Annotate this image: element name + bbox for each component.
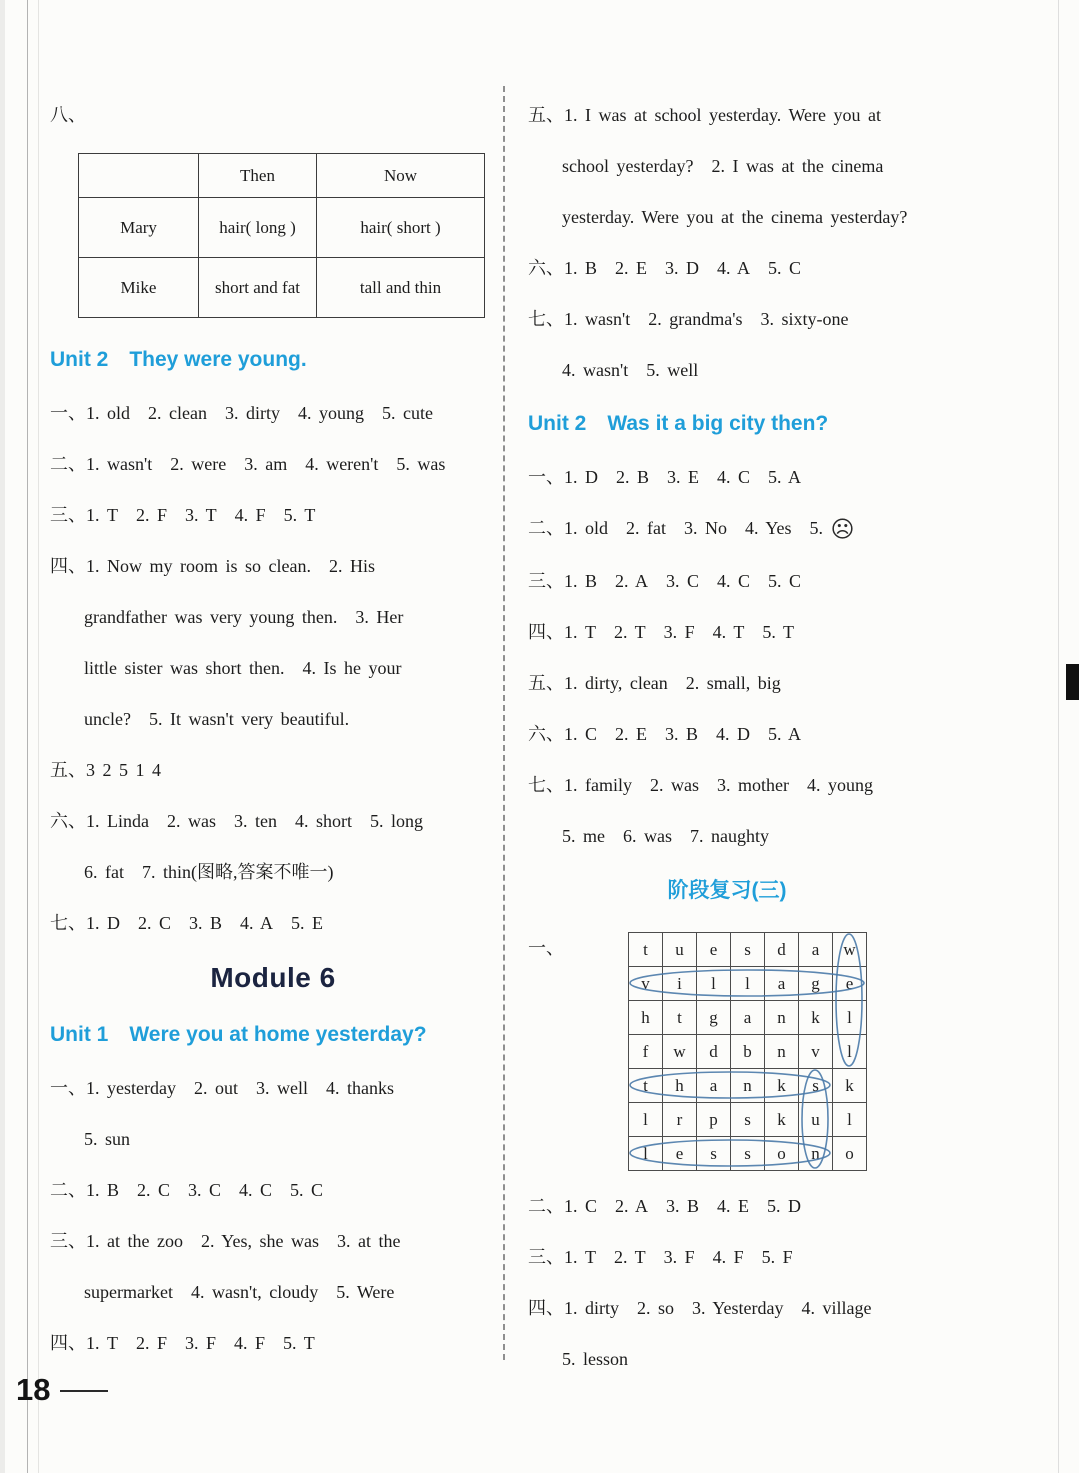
answer-block — [50, 745, 496, 796]
module-heading: Module 6 — [210, 962, 336, 993]
answer-line: 六、1. Linda 2. was 3. ten 4. short 5. long — [50, 811, 423, 831]
answer-block — [50, 1216, 496, 1318]
grid-letter-cell: n — [799, 1137, 833, 1171]
grid-letter-cell: k — [833, 1069, 867, 1103]
then-now-table — [78, 153, 485, 318]
right-margin-rule — [1058, 0, 1059, 1473]
grid-letter-cell: w — [663, 1035, 697, 1069]
table-cell: hair( short ) — [317, 198, 485, 258]
answer-block — [528, 294, 1046, 396]
sad-face-icon: ☹ — [830, 517, 855, 543]
page-number: 18 — [16, 1372, 51, 1407]
answer-line: 一、1. yesterday 2. out 3. well 4. thanks — [50, 1078, 394, 1098]
word-search-grid — [628, 932, 867, 1171]
stage-review-heading: 阶段复习(三) — [667, 879, 787, 902]
grid-letter-cell: a — [697, 1069, 731, 1103]
answer-block — [528, 658, 1046, 709]
table-header-cell: Then — [199, 154, 317, 198]
answer-line: 四、1. dirty 2. so 3. Yesterday 4. village — [528, 1298, 872, 1318]
answer-block — [50, 1165, 496, 1216]
answer-block — [50, 796, 496, 898]
answer-line: uncle? 5. It wasn't very beautiful. — [84, 709, 350, 729]
answer-block — [528, 760, 1046, 862]
grid-letter-cell: v — [629, 967, 663, 1001]
grid-letter-cell: u — [663, 933, 697, 967]
grid-letter-cell: l — [731, 967, 765, 1001]
answer-line: 5. sun — [84, 1129, 131, 1149]
grid-letter-cell: o — [765, 1137, 799, 1171]
answer-line: school yesterday? 2. I was at the cinema — [562, 156, 884, 176]
answer-block — [528, 1181, 1046, 1232]
answer-line: 四、1. T 2. T 3. F 4. T 5. T — [528, 622, 795, 642]
grid-letter-cell: a — [799, 933, 833, 967]
answer-block — [50, 439, 496, 490]
grid-letter-cell: l — [629, 1137, 663, 1171]
grid-letter-cell: h — [663, 1069, 697, 1103]
section-label — [50, 90, 496, 141]
footer-rule — [60, 1390, 108, 1392]
left-margin-rule-2 — [38, 0, 39, 1473]
answer-line: 六、1. C 2. E 3. B 4. D 5. A — [528, 724, 802, 744]
right-column — [528, 90, 1046, 1385]
grid-letter-cell: d — [697, 1035, 731, 1069]
grid-letter-cell: f — [629, 1035, 663, 1069]
grid-letter-cell: v — [799, 1035, 833, 1069]
answer-line: yesterday. Were you at the cinema yesterday? — [562, 207, 908, 227]
grid-letter-cell: g — [697, 1001, 731, 1035]
section-label: 一、 — [528, 938, 564, 958]
table-cell: short and fat — [199, 258, 317, 318]
answer-block — [50, 490, 496, 541]
grid-letter-cell: s — [731, 1137, 765, 1171]
answer-line: 5. lesson — [562, 1349, 628, 1369]
grid-letter-cell: h — [629, 1001, 663, 1035]
grid-letter-cell: k — [765, 1069, 799, 1103]
grid-letter-cell: e — [697, 933, 731, 967]
grid-letter-cell: a — [765, 967, 799, 1001]
grid-letter-cell: t — [629, 1069, 663, 1103]
grid-letter-cell: s — [799, 1069, 833, 1103]
answer-line: 五、1. I was at school yesterday. Were you at — [528, 105, 881, 125]
grid-letter-cell: k — [765, 1103, 799, 1137]
column-divider — [503, 86, 505, 1360]
grid-letter-cell: s — [731, 933, 765, 967]
answer-block — [528, 607, 1046, 658]
unit-heading: Unit 1 Were you at home yesterday? — [50, 1023, 427, 1046]
grid-letter-cell: o — [833, 1137, 867, 1171]
answer-line: 四、1. T 2. F 3. F 4. F 5. T — [50, 1333, 315, 1353]
grid-letter-cell: l — [833, 1001, 867, 1035]
answer-line: 五、1. dirty, clean 2. small, big — [528, 673, 781, 693]
answer-line: 三、1. T 2. T 3. F 4. F 5. F — [528, 1247, 793, 1267]
table-cell: tall and thin — [317, 258, 485, 318]
answer-block — [528, 1283, 1046, 1385]
grid-letter-cell: r — [663, 1103, 697, 1137]
unit-heading: Unit 2 Was it a big city then? — [528, 412, 829, 435]
grid-letter-cell: t — [663, 1001, 697, 1035]
word-search-table — [628, 932, 867, 1171]
answer-line: 三、1. at the zoo 2. Yes, she was 3. at the — [50, 1231, 401, 1251]
answer-line: 4. wasn't 5. well — [562, 360, 699, 380]
answer-line: 二、1. C 2. A 3. B 4. E 5. D — [528, 1196, 802, 1216]
grid-letter-cell: k — [799, 1001, 833, 1035]
answer-line: 三、1. T 2. F 3. T 4. F 5. T — [50, 505, 316, 525]
binding-mark — [1066, 664, 1079, 700]
answer-line: grandfather was very young then. 3. Her — [84, 607, 404, 627]
answer-line: 5. me 6. was 7. naughty — [562, 826, 769, 846]
table-header-cell: Now — [317, 154, 485, 198]
answer-line: supermarket 4. wasn't, cloudy 5. Were — [84, 1282, 395, 1302]
grid-letter-cell: g — [799, 967, 833, 1001]
grid-letter-cell: i — [663, 967, 697, 1001]
grid-letter-cell: l — [833, 1103, 867, 1137]
answer-block — [50, 1318, 496, 1369]
table-cell: Mike — [79, 258, 199, 318]
page-edge-strip — [0, 0, 5, 1473]
answer-line: 四、1. Now my room is so clean. 2. His — [50, 556, 375, 576]
answer-line: 三、1. B 2. A 3. C 4. C 5. C — [528, 571, 802, 591]
left-margin-rule — [27, 0, 28, 1473]
answer-line: 五、3 2 5 1 4 — [50, 760, 161, 780]
grid-letter-cell: e — [663, 1137, 697, 1171]
grid-letter-cell: b — [731, 1035, 765, 1069]
answer-block — [528, 243, 1046, 294]
answer-line: 一、1. old 2. clean 3. dirty 4. young 5. cute — [50, 403, 433, 423]
grid-letter-cell: w — [833, 933, 867, 967]
grid-letter-cell: e — [833, 967, 867, 1001]
answer-line: 6. fat 7. thin(图略,答案不唯一) — [84, 862, 334, 882]
answer-block — [50, 1063, 496, 1165]
answer-line: 二、1. B 2. C 3. C 4. C 5. C — [50, 1180, 324, 1200]
grid-letter-cell: n — [765, 1035, 799, 1069]
grid-letter-cell: t — [629, 933, 663, 967]
answer-line: 七、1. wasn't 2. grandma's 3. sixty-one — [528, 309, 849, 329]
table-cell: Mary — [79, 198, 199, 258]
answer-block — [528, 556, 1046, 607]
grid-letter-cell: d — [765, 933, 799, 967]
grid-letter-cell: l — [833, 1035, 867, 1069]
answer-block — [50, 898, 496, 949]
grid-letter-cell: p — [697, 1103, 731, 1137]
answer-line: 二、1. wasn't 2. were 3. am 4. weren't 5. was — [50, 454, 446, 474]
grid-letter-cell: u — [799, 1103, 833, 1137]
answer-line: 八、 — [50, 105, 86, 125]
grid-letter-cell: n — [731, 1069, 765, 1103]
answer-line: 一、1. D 2. B 3. E 4. C 5. A — [528, 467, 802, 487]
answer-line: 七、1. family 2. was 3. mother 4. young — [528, 775, 873, 795]
table-header-cell — [79, 154, 199, 198]
answer-block — [528, 709, 1046, 760]
answer-block — [528, 503, 1046, 556]
answer-line: 二、1. old 2. fat 3. No 4. Yes 5. ☹ — [528, 517, 855, 543]
answer-block — [50, 541, 496, 745]
table-cell: hair( long ) — [199, 198, 317, 258]
answer-block — [528, 90, 1046, 243]
grid-letter-cell: n — [765, 1001, 799, 1035]
grid-letter-cell: l — [697, 967, 731, 1001]
left-column — [50, 90, 496, 1369]
grid-letter-cell: a — [731, 1001, 765, 1035]
answer-block — [528, 452, 1046, 503]
answer-line: 七、1. D 2. C 3. B 4. A 5. E — [50, 913, 324, 933]
answer-block — [528, 1232, 1046, 1283]
answer-line: little sister was short then. 4. Is he your — [84, 658, 402, 678]
grid-letter-cell: l — [629, 1103, 663, 1137]
answer-block — [50, 388, 496, 439]
grid-letter-cell: s — [731, 1103, 765, 1137]
unit-heading: Unit 2 They were young. — [50, 348, 307, 371]
grid-letter-cell: s — [697, 1137, 731, 1171]
word-search-section — [528, 926, 1046, 1171]
answer-line: 六、1. B 2. E 3. D 4. A 5. C — [528, 258, 802, 278]
